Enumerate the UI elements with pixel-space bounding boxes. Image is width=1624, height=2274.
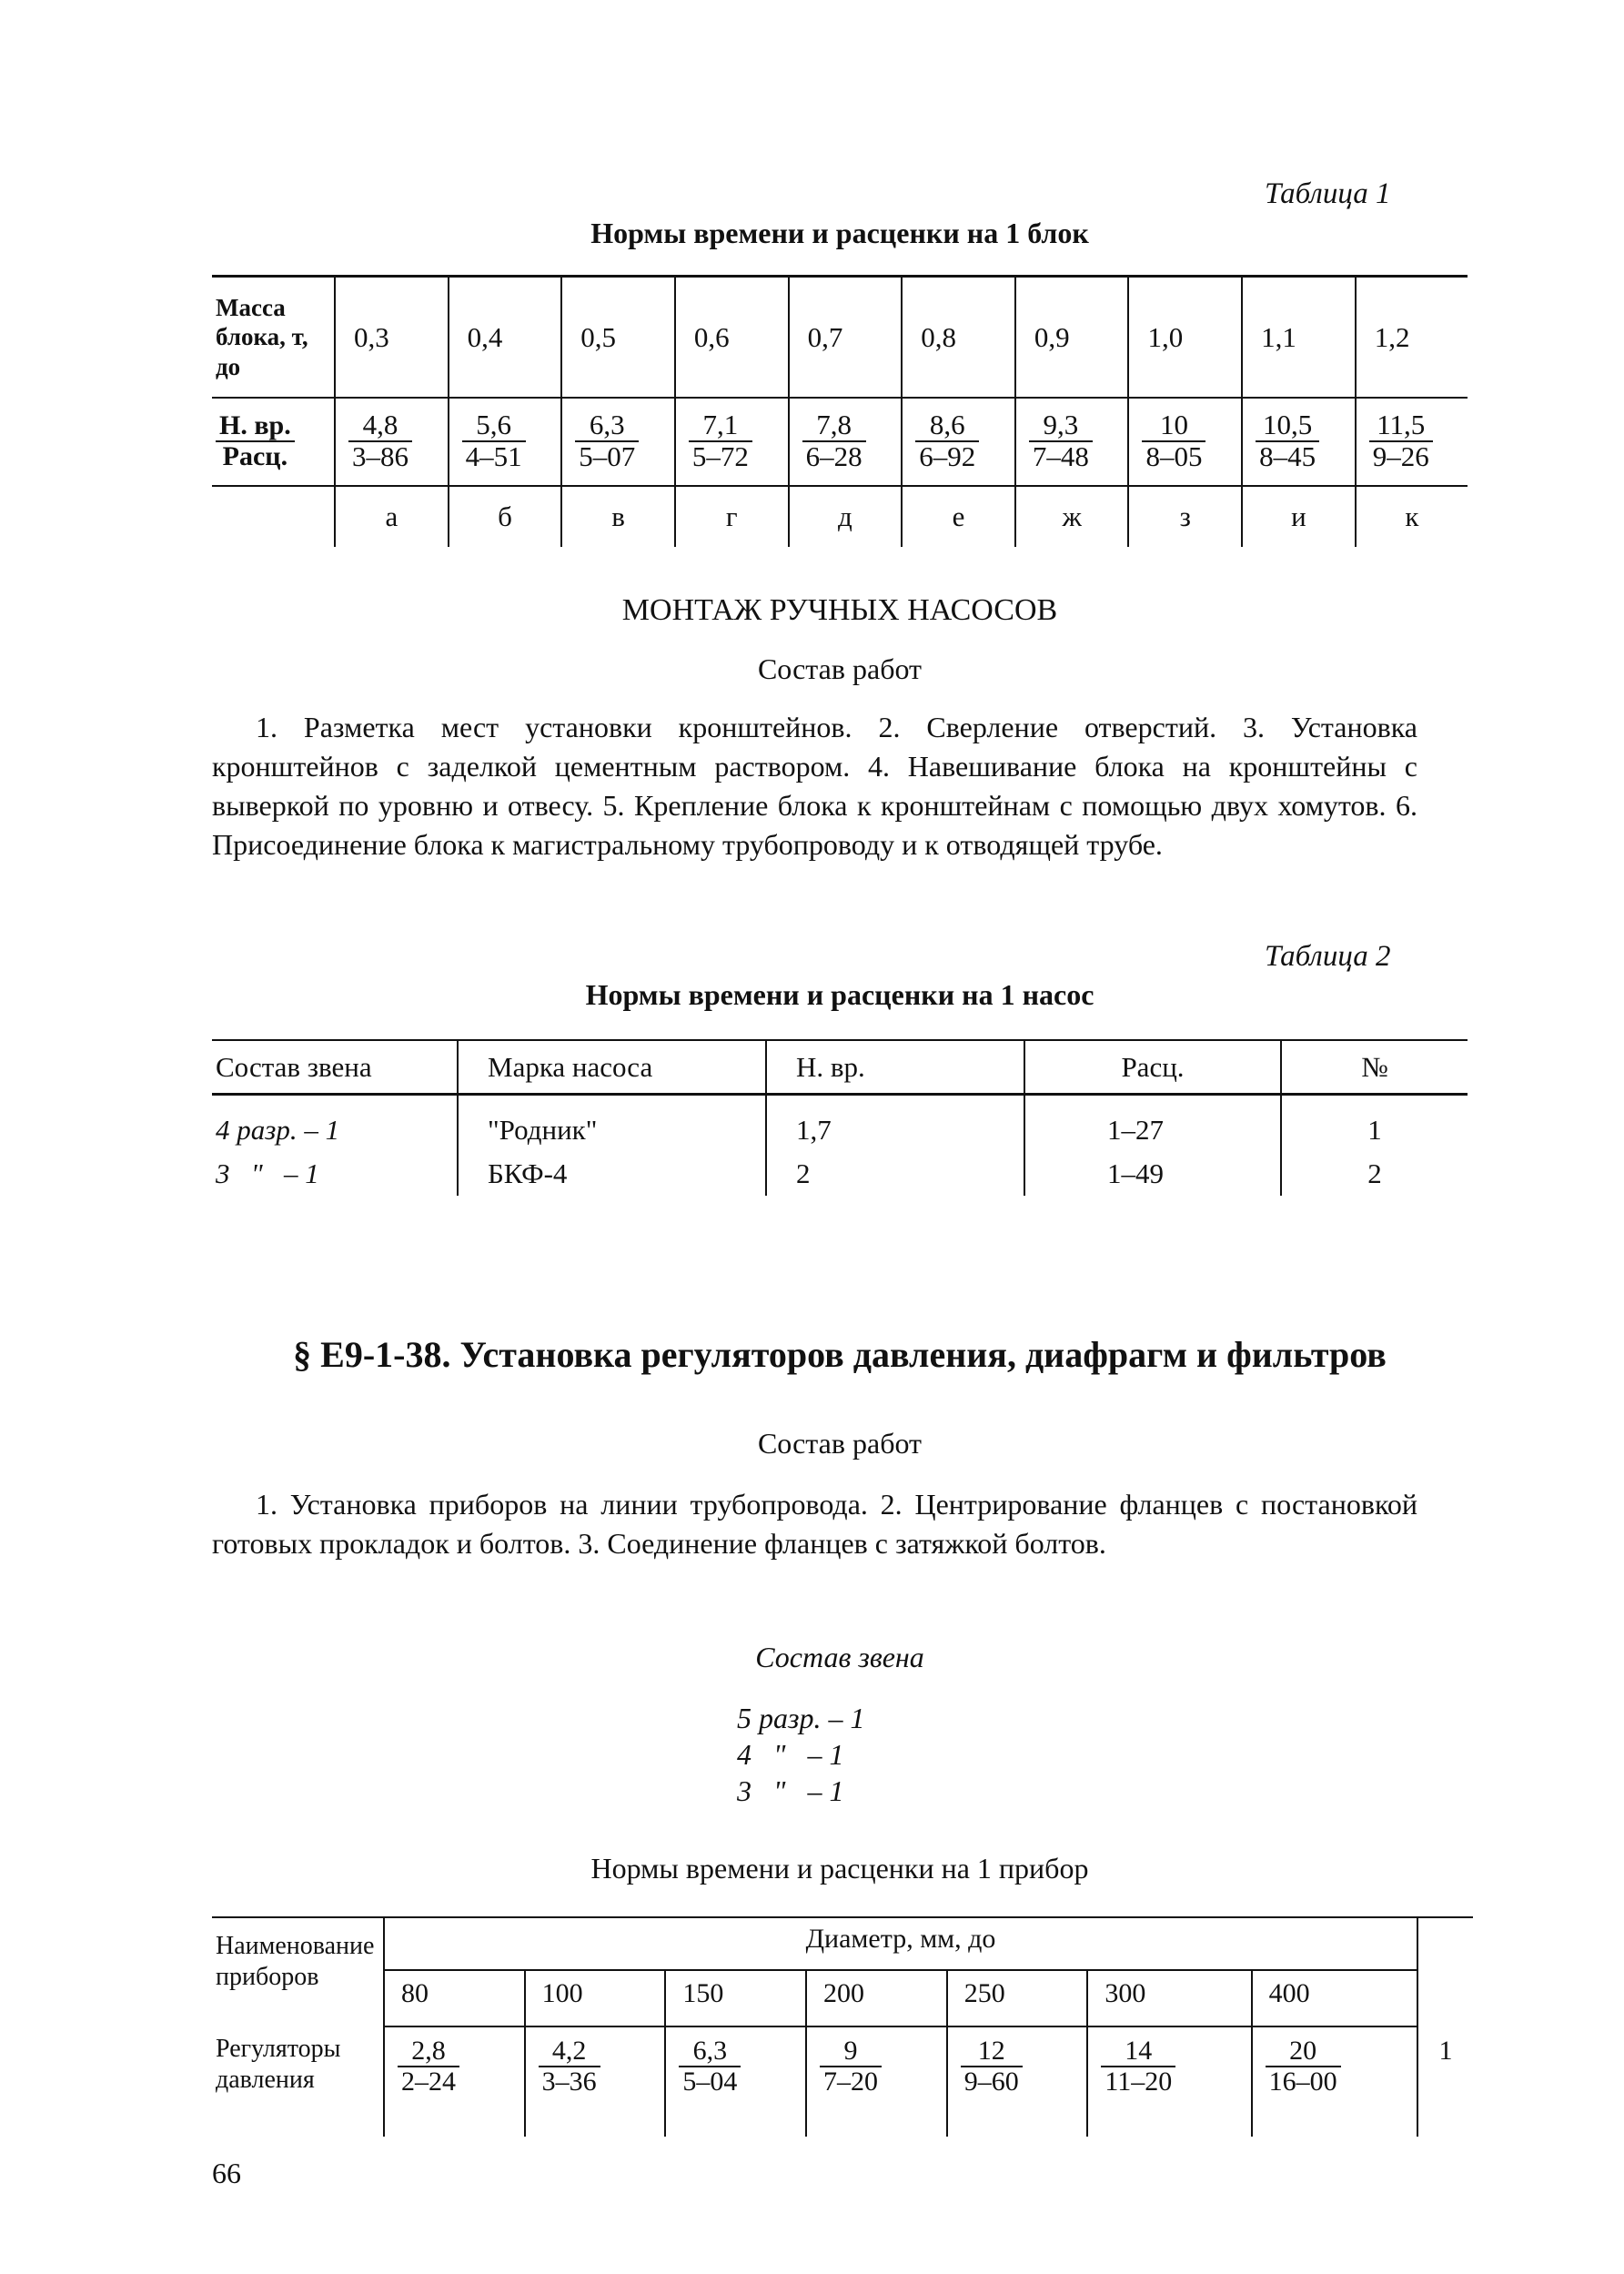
table2-cell: "Родник"	[458, 1095, 766, 1153]
table1-title: Нормы времени и расценки на 1 блок	[590, 217, 1089, 249]
table2-cell: 1–49	[1024, 1152, 1281, 1196]
table3-row-name: Регуляторы давления	[216, 2035, 341, 2094]
section1-subheading: Состав работ	[757, 652, 923, 685]
table1-mass-row	[212, 277, 1468, 399]
value-cell: $\frac{10}{8-05}$	[1128, 398, 1242, 486]
table2-header: Состав звена	[212, 1040, 458, 1095]
crew-line: 4 " – 1	[737, 1738, 844, 1771]
table-row	[212, 2026, 1473, 2137]
value-cell: $\frac{20}{16-00}$	[1252, 2026, 1417, 2137]
mass-cell: 0,5	[561, 277, 675, 399]
mass-cell: 0,3	[335, 277, 449, 399]
mass-cell: 1,1	[1242, 277, 1356, 399]
table2-cell: 2	[766, 1152, 1024, 1196]
letter-cell: а	[335, 486, 449, 547]
section1-heading: МОНТАЖ РУЧНЫХ НАСОСОВ	[621, 593, 1058, 627]
letter-cell: б	[449, 486, 562, 547]
diameter-cell: 80	[384, 1970, 525, 2026]
diameter-cell: 300	[1087, 1970, 1251, 2026]
table1-values-label	[212, 398, 335, 486]
crew-title: Состав звена	[755, 1641, 924, 1673]
section1-body: 1. Разметка мест установки кронштейнов. 2. Сверление отверстий. 3. Установка кронштейнов с заделкой цементным раствором. 4. Навешивание блока на кронштейны с выверкой по уровню и отвесу. 5. Крепление блока к кронштейнам с помощью двух хомутов. 6. Присоединение блока к магистральному трубопроводу и к отводящей трубе.	[212, 711, 1417, 861]
value-cell: $\frac{2,8}{2-24}$	[384, 2026, 525, 2137]
mass-cell: 0,6	[675, 277, 789, 399]
table3-header-row	[212, 1917, 1473, 1970]
mass-cell: 0,7	[789, 277, 903, 399]
section2-heading: § Е9-1-38. Установка регуляторов давления, диафрагм и фильтров	[293, 1334, 1387, 1375]
table1-caption: Таблица 1	[1265, 177, 1391, 210]
table2-caption: Таблица 2	[1265, 940, 1391, 973]
empty-cell	[212, 486, 335, 547]
table3-row-number: 1	[1417, 2026, 1473, 2137]
mass-cell: 0,9	[1015, 277, 1129, 399]
nvr-label: Н. вр.	[219, 410, 291, 440]
table1-values-row	[212, 398, 1468, 486]
letter-cell: е	[902, 486, 1015, 547]
value-cell: $\frac{11,5}{9-26}$	[1356, 398, 1468, 486]
table2-header: Марка насоса	[458, 1040, 766, 1095]
mass-cell: 1,2	[1356, 277, 1468, 399]
table3-diameter-header: Диаметр, мм, до	[384, 1917, 1417, 1970]
mass-cell: 1,0	[1128, 277, 1242, 399]
table3-title: Нормы времени и расценки на 1 прибор	[590, 1852, 1089, 1885]
value-cell: $\frac{10,5}{8-45}$	[1242, 398, 1356, 486]
table1-letters-row	[212, 486, 1468, 547]
diameter-cell: 200	[806, 1970, 947, 2026]
letter-cell: в	[561, 486, 675, 547]
value-cell: $\frac{9,3}{7-48}$	[1015, 398, 1129, 486]
table2-cell: 4 разр. – 1	[216, 1114, 340, 1146]
table2-header: Н. вр.	[766, 1040, 1024, 1095]
value-cell: $\frac{8,6}{6-92}$	[902, 398, 1015, 486]
value-cell: $\frac{4,8}{3-86}$	[335, 398, 449, 486]
value-cell: $\frac{12}{9-60}$	[947, 2026, 1088, 2137]
table-row	[212, 1152, 1468, 1196]
mass-cell: 0,8	[902, 277, 1015, 399]
letter-cell: к	[1356, 486, 1468, 547]
table2-cell: 1	[1281, 1095, 1468, 1153]
letter-cell: д	[789, 486, 903, 547]
value-cell: $\frac{4,2}{3-36}$	[525, 2026, 666, 2137]
table2-cell: 1,7	[766, 1095, 1024, 1153]
table3	[212, 1916, 1473, 2137]
table2-title: Нормы времени и расценки на 1 насос	[585, 978, 1094, 1011]
table2-cell: 3 " – 1	[216, 1157, 319, 1189]
value-cell: $\frac{14}{11-20}$	[1087, 2026, 1251, 2137]
value-cell: $\frac{6,3}{5-04}$	[665, 2026, 806, 2137]
table3-diameters-row	[212, 1970, 1473, 2026]
mass-cell: 0,4	[449, 277, 562, 399]
page-number: 66	[212, 2157, 241, 2189]
diameter-cell: 250	[947, 1970, 1088, 2026]
table2-cell: 1–27	[1024, 1095, 1281, 1153]
diameter-cell: 150	[665, 1970, 806, 2026]
value-cell: $\frac{5,6}{4-51}$	[449, 398, 562, 486]
section2-subheading: Состав работ	[757, 1427, 923, 1460]
table-row	[212, 1095, 1468, 1153]
value-cell: $\frac{6,3}{5-07}$	[561, 398, 675, 486]
table2	[212, 1039, 1468, 1196]
diameter-cell: 100	[525, 1970, 666, 2026]
diameter-cell: 400	[1252, 1970, 1417, 2026]
table2-cell: 2	[1281, 1152, 1468, 1196]
table1-mass-label: Масса блока, т, до	[212, 277, 335, 399]
table2-header: №	[1281, 1040, 1468, 1095]
value-cell: $\frac{7,8}{6-28}$	[789, 398, 903, 486]
rasc-label: Расц.	[216, 440, 295, 471]
crew-list	[737, 1700, 864, 1809]
value-cell: $\frac{7,1}{5-72}$	[675, 398, 789, 486]
value-cell: $\frac{9}{7-20}$	[806, 2026, 947, 2137]
letter-cell: г	[675, 486, 789, 547]
letter-cell: ж	[1015, 486, 1129, 547]
crew-line: 5 разр. – 1	[737, 1702, 865, 1734]
table2-header: Расц.	[1024, 1040, 1281, 1095]
table2-cell: БКФ-4	[458, 1152, 766, 1196]
letter-cell: и	[1242, 486, 1356, 547]
table1	[212, 275, 1468, 547]
letter-cell: з	[1128, 486, 1242, 547]
table3-empty-header	[1417, 1917, 1473, 2026]
crew-line: 3 " – 1	[737, 1774, 844, 1807]
table3-name-header: Наименование приборов	[212, 1917, 384, 2026]
table2-header-row	[212, 1040, 1468, 1095]
section2-body: 1. Установка приборов на линии трубопровода. 2. Центрирование фланцев с постановкой готовых прокладок и болтов. 3. Соединение фланцев с затяжкой болтов.	[212, 1488, 1417, 1560]
